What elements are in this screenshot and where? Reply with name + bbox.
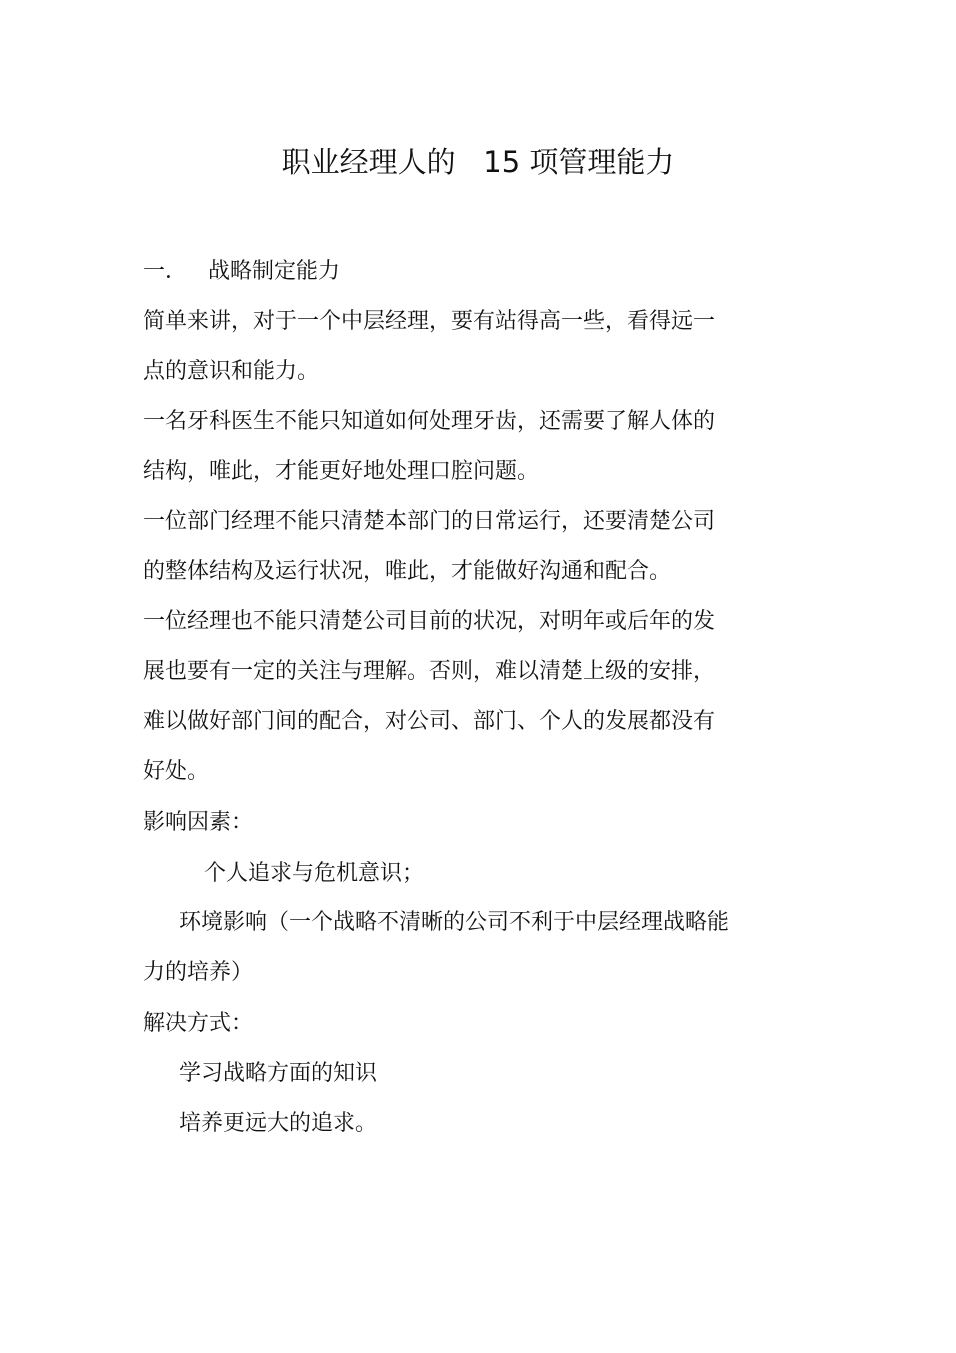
- solutions-label: 解决方式：: [143, 1011, 254, 1036]
- paragraph-line: 简单来讲，对于一个中层经理，要有站得高一些，看得远一: [143, 309, 716, 334]
- paragraph-line: 结构，唯此，才能更好地处理口腔问题。: [143, 459, 540, 484]
- solution-item: 学习战略方面的知识: [179, 1061, 378, 1086]
- paragraph-line: 点的意识和能力。: [143, 359, 320, 384]
- paragraph-line: 的整体结构及运行状况，唯此，才能做好沟通和配合。: [143, 559, 672, 584]
- paragraph-line: 一名牙科医生不能只知道如何处理牙齿，还需要了解人体的: [143, 409, 716, 434]
- paragraph-line: 展也要有一定的关注与理解。否则，难以清楚上级的安排，: [143, 659, 716, 684]
- paragraph-line: 难以做好部门间的配合，对公司、部门、个人的发展都没有: [143, 709, 716, 734]
- factor-item: 环境影响（一个战略不清晰的公司不利于中层经理战略能: [179, 910, 730, 935]
- paragraph-line: 好处。: [143, 759, 210, 784]
- paragraph-line: 一位经理也不能只清楚公司目前的状况，对明年或后年的发: [143, 609, 716, 634]
- paragraph-line: 一位部门经理不能只清楚本部门的日常运行，还要清楚公司: [143, 509, 716, 534]
- section-heading: 一． 战略制定能力: [143, 259, 340, 284]
- solution-item: 培养更远大的追求。: [179, 1111, 378, 1136]
- factor-item: 个人追求与危机意识；: [204, 861, 425, 886]
- document-title: 职业经理人的 15 项管理能力: [281, 145, 675, 179]
- factors-label: 影响因素：: [143, 810, 254, 835]
- factor-item-continuation: 力的培养）: [143, 960, 254, 985]
